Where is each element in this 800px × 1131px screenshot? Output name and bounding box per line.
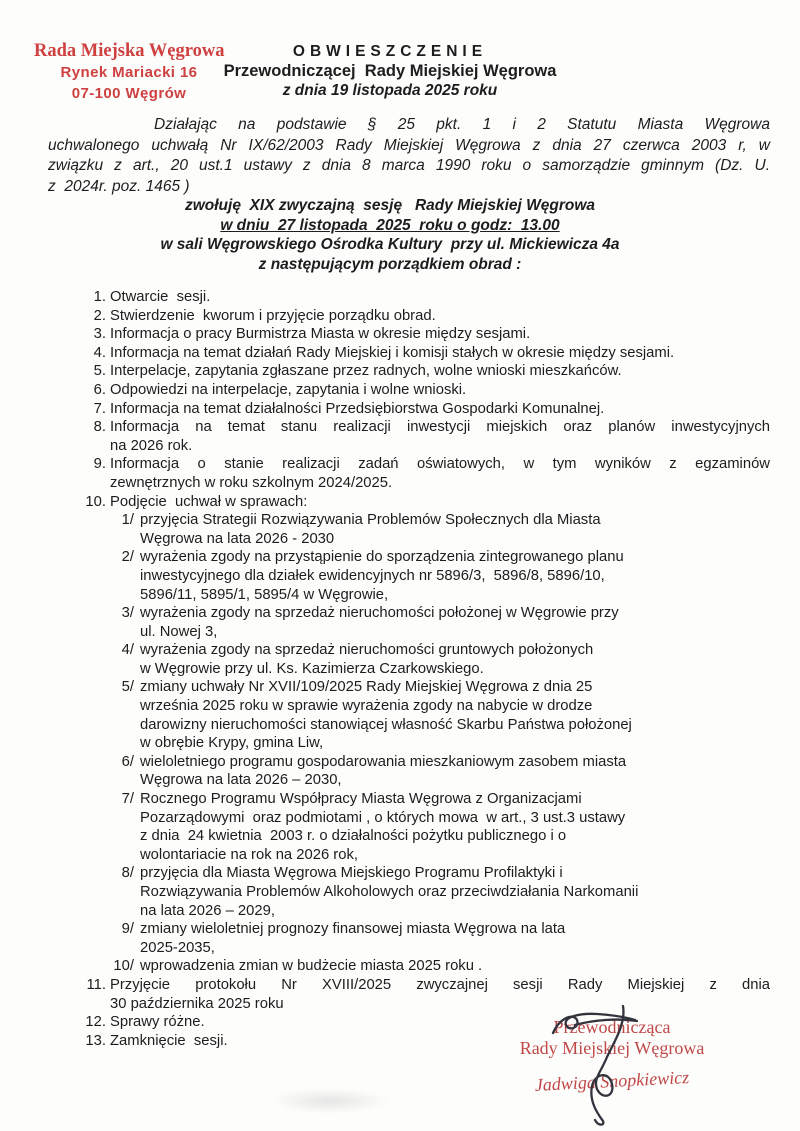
item-text bbox=[134, 604, 770, 641]
item-line: Stwierdzenie kworum i przyjęcie porządku obrad. bbox=[110, 307, 436, 324]
item-line: Informacja na temat działań Rady Miejskiej i komisji stałych w okresie między sesjami. bbox=[110, 344, 675, 361]
item-text bbox=[106, 418, 770, 455]
sender-street: Rynek Mariacki 16 bbox=[60, 64, 198, 81]
item-number: 8. bbox=[93, 419, 106, 436]
item-number: 1. bbox=[93, 289, 106, 305]
legal-basis-line: Działając na podstawie § 25 pkt. 1 i 2 Statutu Miasta Węgrowa bbox=[154, 116, 770, 133]
item-line: przyjęcia dla Miasta Węgrowa Miejskiego Programu Profilaktyki i bbox=[140, 865, 563, 882]
item-number: 12. bbox=[85, 1014, 106, 1031]
signature-title-line2: Rady Miejskiej Węgrowa bbox=[519, 1038, 705, 1058]
legal-basis-line: uchwalonego uchwałą Nr IX/62/2003 Rady Miejskiej Węgrowa z dnia 27 czerwca 2003 r, w bbox=[48, 136, 770, 154]
item-line: wyrażenia zgody na sprzedaż nieruchomości położonej w Węgrowie przy bbox=[140, 605, 619, 622]
item-line: Rocznego Programu Współpracy Miasta Węgrowa z Organizacjami bbox=[140, 791, 582, 808]
agenda-item bbox=[78, 455, 770, 492]
item-line: wyrażenia zgody na przystąpienie do sporządzenia zintegrowanego planu bbox=[140, 549, 624, 566]
item-line: na 2026 rok. bbox=[110, 437, 193, 454]
signature-title-line1: Przewodnicząca bbox=[553, 1017, 671, 1037]
item-number: 8/ bbox=[121, 865, 134, 882]
sender-name: Rada Miejska Węgrowa bbox=[34, 41, 225, 61]
item-number: 3. bbox=[93, 326, 106, 343]
item-line: Informacja na temat działalności Przedsiębiorstwa Gospodarki Komunalnej. bbox=[110, 400, 605, 417]
agenda-item bbox=[78, 400, 770, 419]
item-number: 5. bbox=[93, 363, 106, 380]
agenda-subitem bbox=[110, 753, 770, 790]
convocation-datetime: w dniu 27 listopada 2025 roku o godz: 13.00 bbox=[220, 216, 560, 234]
item-number: 3/ bbox=[121, 605, 134, 622]
agenda-item bbox=[78, 288, 770, 307]
agenda-item bbox=[78, 362, 770, 381]
item-text bbox=[106, 493, 770, 976]
agenda-subitem bbox=[110, 511, 770, 548]
item-line: inwestycyjnego dla działek ewidencyjnych nr 5896/3, 5896/8, 5896/10, bbox=[140, 567, 605, 584]
item-line: w obrębie Krypy, gmina Liw, bbox=[140, 735, 324, 752]
agenda-subitem bbox=[110, 790, 770, 864]
item-line: Rozwiązywania Problemów Alkoholowych oraz przeciwdziałania Narkomanii bbox=[140, 884, 639, 900]
legal-basis-line: związku z art., 20 ust.1 ustawy z dnia 8 marca 1990 roku o samorządzie gminnym (Dz. U. bbox=[48, 157, 770, 174]
item-text bbox=[134, 957, 770, 976]
item-number: 9/ bbox=[121, 921, 134, 938]
item-number: 10/ bbox=[113, 958, 134, 975]
legal-basis-line: z 2024r. poz. 1465 ) bbox=[48, 177, 190, 195]
item-line: wyrażenia zgody na sprzedaż nieruchomości gruntowych położonych bbox=[140, 642, 594, 659]
agenda-subitem bbox=[110, 864, 770, 920]
convocation-order-intro: z następującym porządkiem obrad : bbox=[258, 255, 522, 273]
agenda-item bbox=[78, 493, 770, 976]
item-text bbox=[106, 455, 770, 492]
item-text bbox=[106, 325, 770, 344]
item-number: 6/ bbox=[121, 753, 134, 770]
item-text bbox=[106, 288, 770, 307]
item-number: 5/ bbox=[121, 679, 134, 696]
agenda-item bbox=[78, 325, 770, 344]
item-line: zmiany wieloletniej prognozy finansowej miasta Węgrowa na lata bbox=[140, 921, 566, 938]
item-text bbox=[134, 864, 770, 920]
sender-city: 07-100 Węgrów bbox=[71, 85, 187, 102]
item-line: wieloletniego programu gospodarowania mieszkaniowym zasobem miasta bbox=[140, 753, 627, 770]
agenda-item bbox=[78, 381, 770, 400]
item-line: 30 października 2025 roku bbox=[110, 995, 284, 1012]
item-line: Sprawy różne. bbox=[110, 1014, 205, 1031]
item-line: Odpowiedzi na interpelacje, zapytania i wolne wnioski. bbox=[110, 381, 467, 398]
convocation-block bbox=[30, 196, 750, 274]
item-line: zewnętrznych w roku szkolnym 2024/2025. bbox=[110, 474, 393, 491]
agenda-item bbox=[78, 307, 770, 326]
agenda-item bbox=[78, 418, 770, 455]
item-line: zmiany uchwały Nr XVII/109/2025 Rady Miejskiej Węgrowa z dnia 25 bbox=[140, 679, 593, 696]
convocation-session: zwołuję XIX zwyczajną sesję Rady Miejskiej Węgrowa bbox=[184, 197, 596, 214]
item-text bbox=[134, 641, 770, 678]
item-line: Węgrowa na lata 2026 - 2030 bbox=[140, 530, 335, 547]
item-line: Informacja na temat stanu realizacji inwestycji miejskich oraz planów inwestycyjnych bbox=[110, 419, 770, 436]
convocation-venue: w sali Węgrowskiego Ośrodka Kultury przy ul. Mickiewicza 4a bbox=[160, 236, 620, 253]
item-text bbox=[134, 678, 770, 752]
item-number: 2/ bbox=[121, 549, 134, 566]
agenda-subitem bbox=[110, 957, 770, 976]
item-line: w Węgrowie przy ul. Ks. Kazimierza Czarkowskiego. bbox=[140, 660, 484, 677]
document-date: z dnia 19 listopada 2025 roku bbox=[282, 82, 498, 99]
item-line: Zamknięcie sesji. bbox=[110, 1032, 228, 1049]
item-number: 1/ bbox=[121, 512, 134, 529]
item-line: Węgrowa na lata 2026 – 2030, bbox=[140, 772, 342, 789]
item-text bbox=[134, 548, 770, 604]
item-line: Pozarządowymi oraz podmiotami , o których mowa w art., 3 ust.3 ustawy bbox=[140, 809, 626, 826]
item-line: wolontariacie na rok na 2026 rok, bbox=[140, 846, 358, 863]
item-line: września 2025 roku w sprawie wyrażenia zgody na nabycie w drodze bbox=[140, 698, 593, 715]
item-number: 10. bbox=[85, 493, 106, 510]
item-text bbox=[106, 344, 770, 363]
agenda-subitem bbox=[110, 604, 770, 641]
item-number: 11. bbox=[86, 976, 106, 993]
item-number: 2. bbox=[93, 307, 106, 324]
document-title: OBWIESZCZENIE bbox=[292, 43, 488, 60]
document-subtitle: Przewodniczącej Rady Miejskiej Węgrowa bbox=[223, 62, 557, 80]
item-text bbox=[134, 753, 770, 790]
item-line: z dnia 24 kwietnia 2003 r. o działalności pożytku publicznego i o bbox=[140, 828, 567, 845]
item-number: 6. bbox=[93, 381, 106, 398]
item-text bbox=[106, 381, 770, 400]
agenda-subitem bbox=[110, 548, 770, 604]
item-line: Informacja o stanie realizacji zadań oświatowych, w tym wyników z egzaminów bbox=[110, 456, 770, 473]
item-number: 4/ bbox=[121, 642, 134, 659]
title-block bbox=[30, 42, 750, 101]
item-line: Podjęcie uchwał w sprawach: bbox=[110, 493, 308, 510]
item-line: 5896/11, 5895/1, 5895/4 w Węgrowie, bbox=[140, 586, 389, 603]
item-text bbox=[106, 307, 770, 326]
item-number: 4. bbox=[93, 344, 106, 361]
handwritten-signature bbox=[545, 1002, 675, 1130]
item-text bbox=[134, 790, 770, 864]
signature-strokes bbox=[553, 1006, 637, 1125]
scan-smudge bbox=[270, 1088, 390, 1114]
item-line: wprowadzenia zmian w budżecie miasta 2025 roku . bbox=[140, 958, 483, 975]
item-line: Interpelacje, zapytania zgłaszane przez radnych, wolne wnioski mieszkańców. bbox=[110, 363, 622, 380]
agenda-subitem bbox=[110, 920, 770, 957]
agenda-list bbox=[78, 288, 770, 1050]
item-line: Przyjęcie protokołu Nr XVIII/2025 zwyczajnej sesji Rady Miejskiej z dnia bbox=[110, 976, 770, 993]
item-line: Otwarcie sesji. bbox=[110, 289, 211, 305]
agenda-item bbox=[78, 344, 770, 363]
item-line: przyjęcia Strategii Rozwiązywania Problemów Społecznych dla Miasta bbox=[140, 512, 601, 529]
item-number: 9. bbox=[93, 456, 106, 473]
item-line: darowizny nieruchomości stanowiącej własność Skarbu Państwa położonej bbox=[140, 716, 632, 733]
item-number: 7/ bbox=[121, 791, 134, 808]
item-line: na lata 2026 – 2029, bbox=[140, 902, 275, 919]
item-number: 7. bbox=[93, 400, 106, 417]
item-text bbox=[106, 362, 770, 381]
item-line: Informacja o pracy Burmistrza Miasta w okresie między sesjami. bbox=[110, 326, 531, 343]
item-text bbox=[134, 920, 770, 957]
item-number: 13. bbox=[85, 1032, 106, 1049]
agenda-subitem bbox=[110, 678, 770, 752]
item-text bbox=[134, 511, 770, 548]
item-line: 2025-2035, bbox=[140, 939, 215, 956]
signature-name: Jadwiga Snopkiewicz bbox=[534, 1066, 690, 1096]
agenda-subitem bbox=[110, 641, 770, 678]
item-text bbox=[106, 400, 770, 419]
item-line: ul. Nowej 3, bbox=[140, 623, 218, 640]
legal-basis-paragraph bbox=[48, 115, 770, 197]
